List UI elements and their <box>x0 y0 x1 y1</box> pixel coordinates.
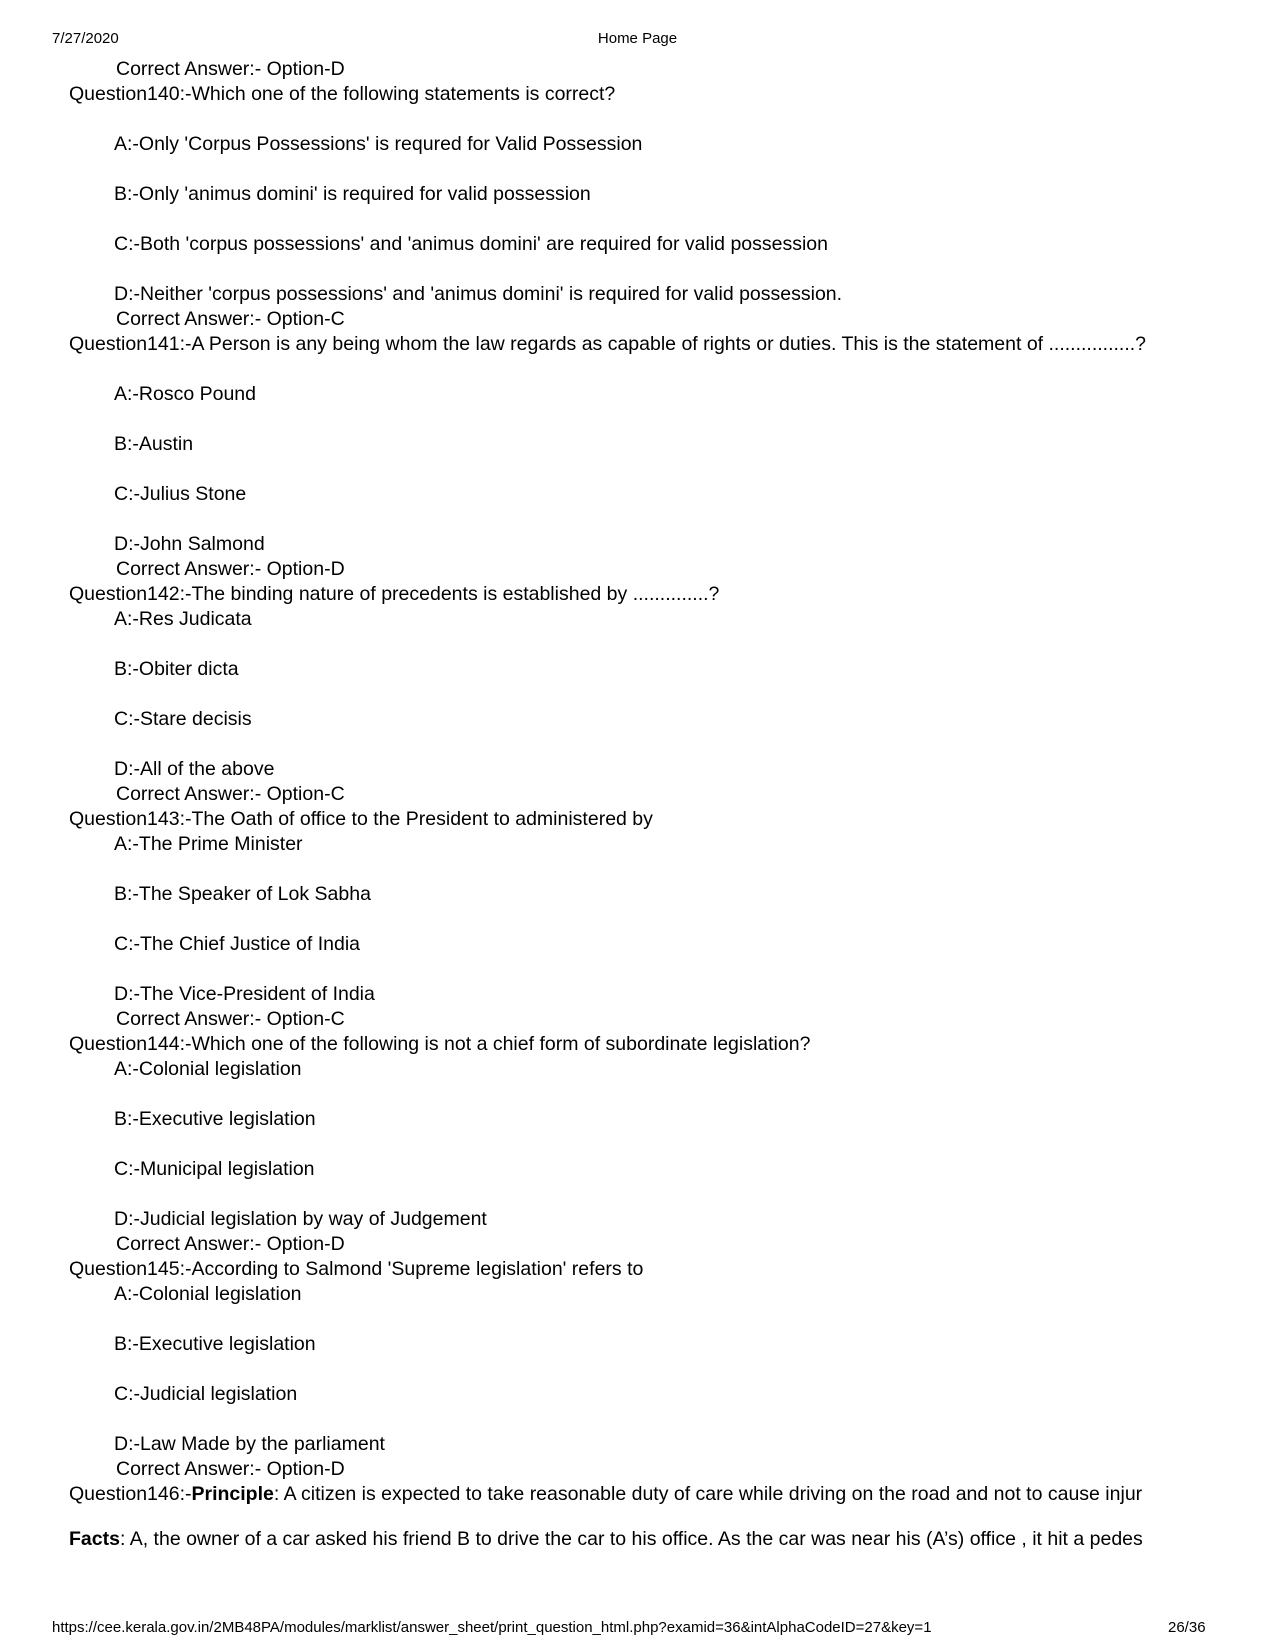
question-text: Question144:-Which one of the following is not a chief form of subordinate legislation? <box>69 1033 811 1055</box>
print-date: 7/27/2020 <box>52 30 119 47</box>
option-c: C:-Julius Stone <box>114 483 247 505</box>
option-d: D:-The Vice-President of India <box>114 983 375 1005</box>
option-d: D:-Law Made by the parliament <box>114 1433 385 1455</box>
correct-answer: Correct Answer:- Option-C <box>116 1008 345 1030</box>
option-c: C:-Municipal legislation <box>114 1158 315 1180</box>
option-a: A:-Colonial legislation <box>114 1283 302 1305</box>
page-title: Home Page <box>597 30 678 47</box>
option-d: D:-Neither 'corpus possessions' and 'animus domini' is required for valid possession. <box>114 283 843 305</box>
option-b: B:-Austin <box>114 433 194 455</box>
page-url: https://cee.kerala.gov.in/2MB48PA/modules/marklist/answer_sheet/print_question_html.php?examid=36&intAlphaCodeID=27&key=1 <box>52 1619 932 1636</box>
option-b: B:-Executive legislation <box>114 1108 316 1130</box>
option-b: B:-Obiter dicta <box>114 658 239 680</box>
facts-label: Facts <box>69 1528 120 1550</box>
correct-answer: Correct Answer:- Option-D <box>116 58 345 80</box>
correct-answer: Correct Answer:- Option-C <box>116 783 345 805</box>
principle-label: Principle <box>191 1483 274 1505</box>
correct-answer: Correct Answer:- Option-C <box>116 308 345 330</box>
question-text: Question140:-Which one of the following statements is correct? <box>69 83 616 105</box>
question-text: Question145:-According to Salmond 'Supreme legislation' refers to <box>69 1258 644 1280</box>
option-d: D:-John Salmond <box>114 533 265 555</box>
option-a: A:-Only 'Corpus Possessions' is requred for Valid Possession <box>114 133 643 155</box>
option-c: C:-Judicial legislation <box>114 1383 298 1405</box>
option-c: C:-The Chief Justice of India <box>114 933 361 955</box>
option-a: A:-Colonial legislation <box>114 1058 302 1080</box>
option-b: B:-Executive legislation <box>114 1333 316 1355</box>
correct-answer: Correct Answer:- Option-D <box>116 1233 345 1255</box>
option-c: C:-Stare decisis <box>114 708 252 730</box>
option-d: D:-Judicial legislation by way of Judgement <box>114 1208 487 1230</box>
question-prefix: Question146:- <box>69 1483 192 1505</box>
question-text: Question142:-The binding nature of precedents is established by ..............? <box>69 583 720 605</box>
question-text: Question141:-A Person is any being whom the law regards as capable of rights or duties. This is the statement of ................? <box>69 333 1147 355</box>
option-b: B:-The Speaker of Lok Sabha <box>114 883 371 905</box>
option-b: B:-Only 'animus domini' is required for valid possession <box>114 183 591 205</box>
question-text: Question143:-The Oath of office to the President to administered by <box>69 808 653 830</box>
page-number: 26/36 <box>1168 1619 1206 1636</box>
option-d: D:-All of the above <box>114 758 275 780</box>
correct-answer: Correct Answer:- Option-D <box>116 558 345 580</box>
correct-answer: Correct Answer:- Option-D <box>116 1458 345 1480</box>
question-146-facts <box>0 1527 1215 1552</box>
option-c: C:-Both 'corpus possessions' and 'animus domini' are required for valid possession <box>114 233 828 255</box>
option-a: A:-Res Judicata <box>114 608 252 630</box>
principle-text: : A citizen is expected to take reasonable duty of care while driving on the road and not to cause injur <box>273 1483 1143 1505</box>
question-146-principle <box>0 1482 1215 1507</box>
question-list <box>0 57 1215 1552</box>
facts-text: : A, the owner of a car asked his friend B to drive the car to his office. As the car was near his (A’s) office , it hit a pedes <box>119 1528 1143 1550</box>
option-a: A:-The Prime Minister <box>114 833 303 855</box>
option-a: A:-Rosco Pound <box>114 383 256 405</box>
